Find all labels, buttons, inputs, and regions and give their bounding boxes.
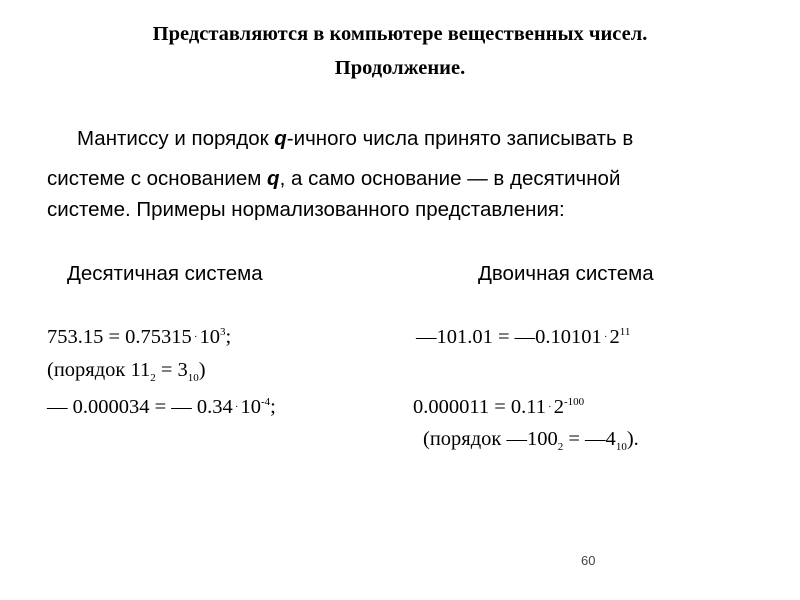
decimal-example-3 [47, 397, 276, 418]
example-text: = —4 [563, 428, 616, 450]
binary-example-1 [416, 327, 630, 348]
example-subscript: 10 [187, 372, 199, 384]
binary-system-heading: Двоичная система [478, 262, 654, 285]
decimal-example-2 [47, 359, 206, 384]
example-exponent: 11 [619, 326, 631, 338]
example-text: (порядок 11 [47, 359, 151, 381]
slide-title-line-2: Продолжение. [334, 57, 466, 79]
example-text: (порядок —100 [423, 428, 558, 450]
multiplication-dot: · [603, 331, 608, 343]
paragraph-text: Мантиссу и порядок [77, 127, 275, 150]
example-text: ) [198, 359, 206, 381]
multiplication-dot: · [234, 401, 239, 413]
example-base: 2 [609, 326, 620, 348]
example-base: 10 [199, 326, 220, 348]
multiplication-dot: · [193, 331, 198, 343]
paragraph-text: , а само основание — в десятичной [279, 167, 621, 190]
binary-example-2 [413, 397, 584, 418]
q-symbol: q [274, 127, 287, 150]
example-subscript: 2 [150, 372, 156, 384]
example-text: ; [225, 326, 232, 348]
decimal-example-1 [47, 327, 231, 348]
paragraph-line-1 [77, 129, 633, 150]
page-number: 60 [581, 553, 596, 568]
example-text: — 0.000034 = — 0.34 [47, 396, 233, 418]
example-exponent: 3 [219, 326, 226, 338]
example-exponent: -4 [260, 396, 271, 408]
example-text: ; [270, 396, 276, 418]
paragraph-line-2 [47, 169, 620, 190]
example-base: 10 [240, 396, 261, 418]
example-base: 2 [553, 396, 564, 418]
example-text: 753.15 = 0.75315 [47, 326, 192, 348]
binary-example-3 [423, 428, 639, 453]
decimal-system-heading: Десятичная система [67, 262, 263, 285]
paragraph-text: системе с основанием [47, 167, 268, 190]
example-text: —101.01 = —0.10101 [416, 326, 602, 348]
multiplication-dot: · [548, 401, 552, 413]
paragraph-line-3: системе. Примеры нормализованного представления: [47, 198, 565, 221]
example-exponent: -100 [563, 396, 585, 408]
example-text: 0.000011 = 0.11 [413, 396, 547, 418]
example-text: ). [626, 428, 639, 450]
slide-title-line-1: Представляются в компьютере вещественных чисел. [152, 23, 648, 45]
paragraph-text: -ичного числа принято записывать в [286, 127, 634, 150]
example-text: = 3 [155, 359, 188, 381]
q-symbol: q [267, 167, 280, 190]
example-subscript: 2 [557, 441, 564, 453]
example-subscript: 10 [615, 441, 627, 453]
